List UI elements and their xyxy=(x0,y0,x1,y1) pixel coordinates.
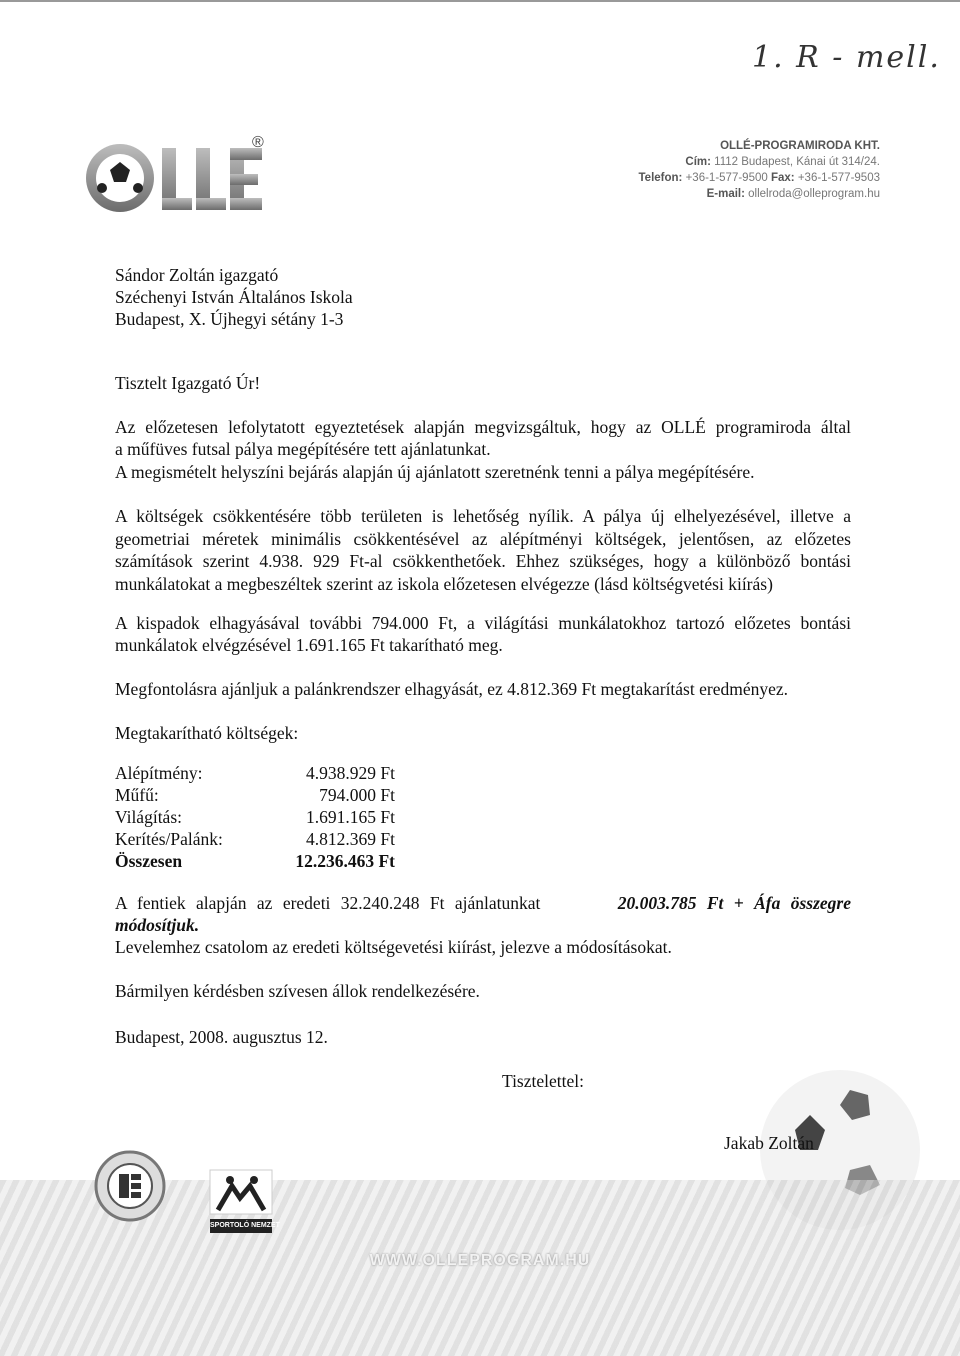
signature-name: Jakab Zoltán xyxy=(724,1133,814,1153)
company-phone-fax: Telefon: +36-1-577-9500 Fax: +36-1-577-9503 xyxy=(638,172,880,184)
company-info xyxy=(639,138,880,202)
cost-value: 794.000 Ft xyxy=(319,785,395,805)
paragraph-1-line-2: a műfüves futsal pálya megépítésére tett ajánlatunkat. xyxy=(115,439,491,459)
closing-line-2: módosítjuk. xyxy=(115,915,200,935)
company-address: Cím: 1112 Budapest, Kánai út 314/24. xyxy=(685,156,880,168)
paragraph-4: Megfontolásra ajánljuk a palánkrendszer elhagyását, ez 4.812.369 Ft megtakarítást eredményez. xyxy=(115,679,789,699)
company-name: OLLÉ-PROGRAMIRODA KHT. xyxy=(720,140,880,152)
savings-heading: Megtakarítható költségek: xyxy=(115,723,299,743)
salutation: Tisztelt Igazgató Úr! xyxy=(115,373,261,393)
paragraph-2-line-2: geometriai méretek minimális csökkentésével az alépítményi költségek, jelentősen, az előzetes xyxy=(115,529,851,549)
recipient-school: Széchenyi István Általános Iskola xyxy=(115,287,353,307)
cost-label: Világítás: xyxy=(115,807,182,827)
cost-row xyxy=(115,828,395,850)
cost-label: Kerítés/Palánk: xyxy=(115,829,223,849)
paragraph-1-line-3: A megismételt helyszíni bejárás alapján új ajánlatott szeretnénk tenni a pálya megépítésére. xyxy=(115,462,755,482)
cost-row xyxy=(115,784,395,806)
paragraph-3-line-2: munkálatok elvégzésével 1.691.165 Ft takarítható meg. xyxy=(115,635,503,655)
recipient-name: Sándor Zoltán igazgató xyxy=(115,265,279,285)
closing-line-1-emphasis: 20.003.785 Ft + Áfa összegre xyxy=(617,893,851,913)
paragraph-1-line-1: Az előzetesen lefolytatott egyeztetések alapján megvizsgáltuk, hogy az OLLÉ programiroda által xyxy=(115,417,851,437)
paragraph-3-line-1: A kispadok elhagyásával további 794.000 Ft, a világítási munkálatokhoz tartozó előzetes bontási xyxy=(115,613,851,633)
recipient-address: Budapest, X. Újhegyi sétány 1-3 xyxy=(115,309,344,329)
soccer-ball-icon xyxy=(80,140,280,220)
closing-line-1 xyxy=(115,892,851,914)
cost-label: Műfű: xyxy=(115,785,159,805)
cost-table xyxy=(115,762,395,872)
closing-line-4: Bármilyen kérdésben szívesen állok rendelkezésére. xyxy=(115,981,480,1001)
footer-website-url: WWW.OLLEPROGRAM.HU xyxy=(369,1252,591,1269)
cost-row xyxy=(115,762,395,784)
paragraph-2-line-3: számítások szerint 4.938. 929 Ft-al csökkenthetőek. Ehhez szükséges, hogy a különböző bontási xyxy=(115,551,851,571)
letter-date: Budapest, 2008. augusztus 12. xyxy=(115,1027,328,1047)
badge-text: SPORTOLÓ NEMZET xyxy=(210,1219,272,1233)
cost-row xyxy=(115,806,395,828)
cost-value: 4.812.369 Ft xyxy=(306,829,395,849)
registered-mark: ® xyxy=(252,134,264,151)
company-logo xyxy=(80,134,280,220)
paragraph-2-line-4: munkálatokat a megbeszéltek szerint az iskola előzetesen elvégezze (lásd költségvetési kiírás) xyxy=(115,574,773,594)
cost-value: 1.691.165 Ft xyxy=(306,807,395,827)
closing-line-3: Levelemhez csatolom az eredeti költségevetési kiírást, jelezve a módosításokat. xyxy=(115,937,672,957)
total-row xyxy=(115,850,395,872)
cost-value: 4.938.929 Ft xyxy=(306,763,395,783)
handwritten-note: 1. R - mell. xyxy=(752,40,941,75)
closing-line-1-prefix: A fentiek alapján az eredeti 32.240.248 Ft ajánlatunkat xyxy=(115,893,541,913)
regards: Tisztelettel: xyxy=(502,1071,584,1091)
sportolo-nemzet-badge xyxy=(210,1170,280,1229)
cost-label: Alépítmény: xyxy=(115,763,203,783)
soccer-ball-decoration xyxy=(740,1060,930,1200)
company-email: E-mail: ollelroda@olleprogram.hu xyxy=(706,188,880,200)
paragraph-2-line-1: A költségek csökkentésére több területen is lehetőség nyílik. A pálya új elhelyezésével, illetve a xyxy=(115,506,851,526)
top-border xyxy=(0,0,960,2)
total-label: Összesen xyxy=(115,851,183,871)
coat-of-arms-emblem xyxy=(94,1150,166,1222)
total-value: 12.236.463 Ft xyxy=(295,851,395,871)
